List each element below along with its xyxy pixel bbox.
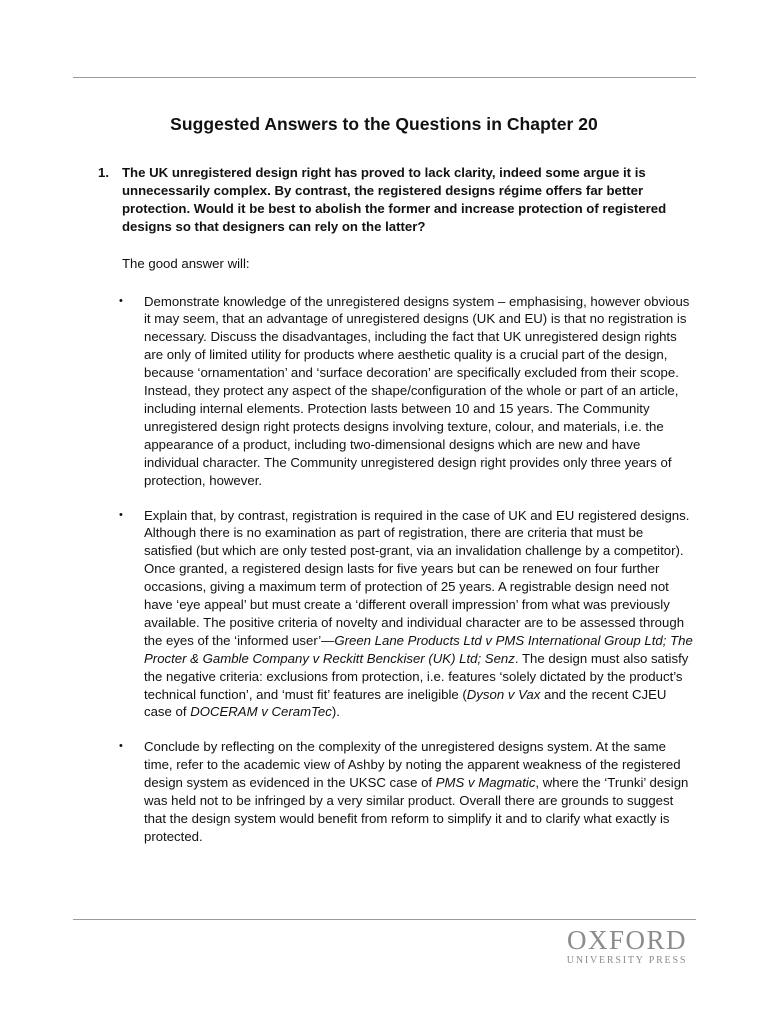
bullet-marker: •: [119, 508, 123, 521]
case-citation: Green Lane Products Ltd v PMS International Group Ltd; The Procter & Gamble Company v Reckitt Benckiser (UK) Ltd; Senz: [144, 632, 693, 666]
bullet-segment: and the recent CJEU case of: [144, 686, 667, 720]
bullet-segment: Explain that, by contrast, registration is required in the case of UK and EU registered designs. Although there is no examination as part of registration, there are criteria that must be satisfied (but which are only tested post-grant, via an invalidation challenge by a competitor). Once granted, a registered design lasts for five years but can be renewed on four further occasions, giving a maximum term of protection of 25 years. A registrable design need not have ‘eye appeal’ but must create a ‘different overall impression’ from what was previously available. The positive criteria of novelty and individual character are to be assessed through the eyes of the ‘informed user’—: [144, 507, 690, 648]
question-number: 1.: [98, 165, 109, 180]
intro-text: The good answer will:: [122, 255, 250, 271]
bullet-text: [144, 738, 694, 845]
bullet-item: [98, 507, 694, 722]
header-rule: [73, 77, 696, 78]
bullet-segment: ).: [331, 704, 340, 720]
case-citation: DOCERAM v CeramTec: [190, 704, 332, 720]
bullet-text: [144, 507, 694, 722]
page-title: Suggested Answers to the Questions in Chapter 20: [170, 114, 598, 134]
bullet-list: [98, 293, 694, 846]
bullet-marker: •: [119, 294, 123, 307]
bullet-segment: . The design must also satisfy the negative criteria: exclusions from protection, i.e. features ‘solely dictated by the product’s technical function’, and ‘must fit’ features are ineligible (: [144, 650, 689, 702]
bullet-item: [98, 738, 694, 845]
bullet-item: [98, 293, 694, 490]
question-text: The UK unregistered design right has proved to lack clarity, indeed some argue it is unnecessarily complex. By contrast, the registered designs régime offers far better protection. Would it be best to abolish the former and increase protection of registered designs so that designers can rely on the latter?: [122, 165, 667, 234]
case-citation: Dyson v Vax: [466, 686, 541, 702]
oxford-logo: [560, 925, 694, 967]
question-item: [98, 164, 694, 236]
bullet-segment: Conclude by reflecting on the complexity of the unregistered designs system. At the same time, refer to the academic view of Ashby by noting the apparent weakness of the registered design system as evidenced in the UKSC case of: [144, 739, 681, 791]
bullet-text: [144, 293, 694, 490]
logo-wordmark: OXFORD: [566, 925, 688, 955]
footer-rule: [73, 919, 696, 920]
answer-content: [98, 164, 694, 863]
case-citation: PMS v Magmatic: [435, 775, 536, 791]
bullet-marker: •: [119, 740, 123, 753]
bullet-segment: , where the ‘Trunki’ design was held not to be infringed by a very similar product. Overall there are grounds to suggest that the design system would benefit from reform to simplify it and to clarify what exactly is protected.: [144, 775, 689, 844]
logo-subtitle: UNIVERSITY PRESS: [566, 955, 688, 966]
bullet-segment: Demonstrate knowledge of the unregistered designs system – emphasising, however obvious it may seem, that an advantage of unregistered designs (UK and EU) is that no registration is necessary. Discuss the disadvantages, including the fact that UK unregistered design rights are only of limited utility for products where aesthetic quality is a crucial part of the design, because ‘ornamentation’ and ‘surface decoration’ are specifically excluded from their scope. Instead, they protect any aspect of the shape/configuration of the whole or part of an article, including internal elements. Protection lasts between 10 and 15 years. The Community unregistered design right protects designs involving texture, colour, and materials, i.e. the appearance of a product, including two-dimensional designs which are new and have individual character. The Community unregistered design right provides only three years of protection, however.: [144, 293, 690, 488]
